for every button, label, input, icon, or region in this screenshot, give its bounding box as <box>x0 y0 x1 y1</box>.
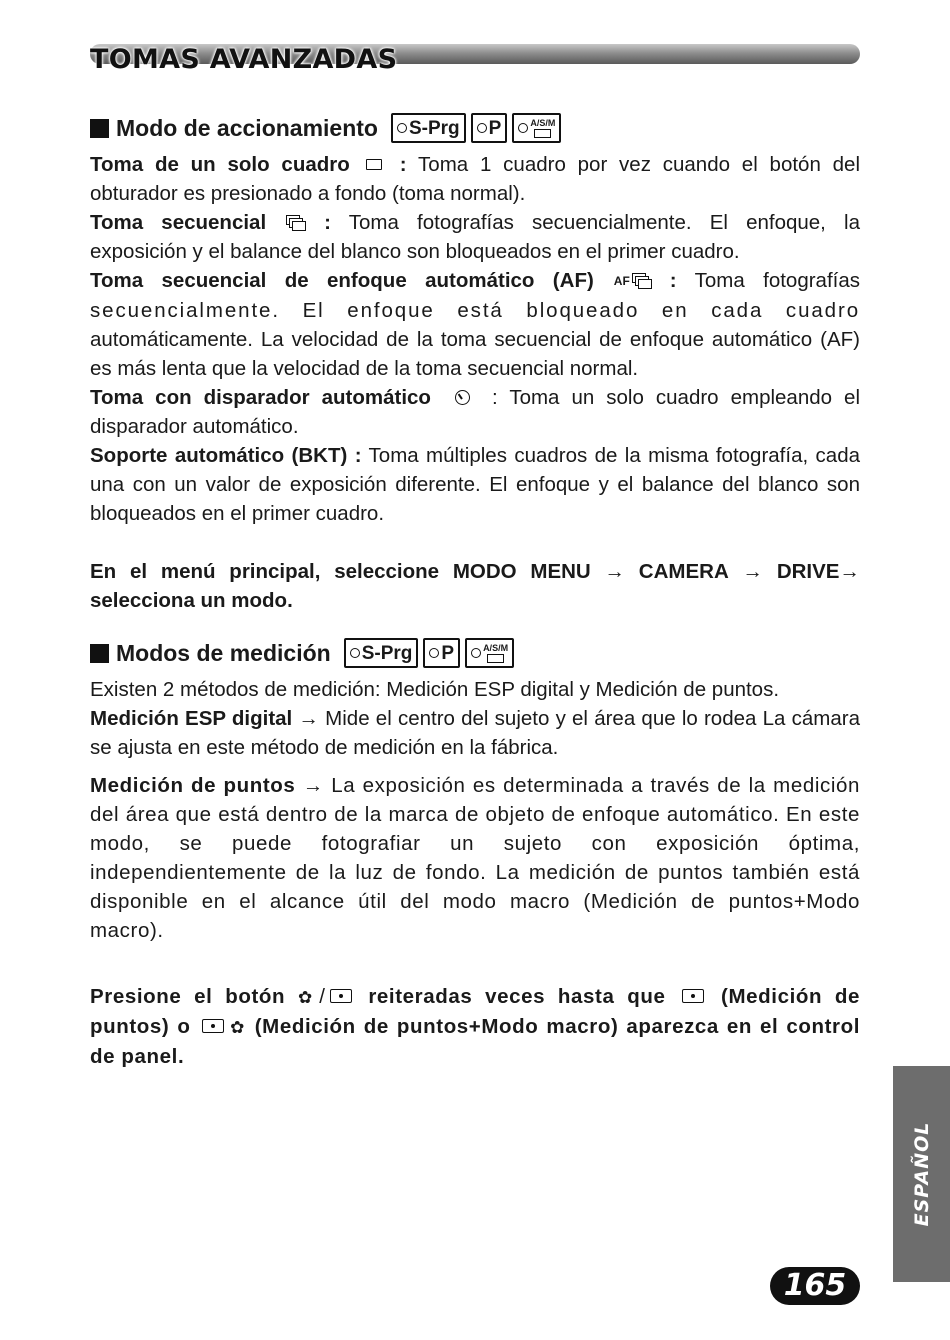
metering-instruction: Presione el botón ✿/ reiteradas veces hasta que (Medición de puntos) o ✿ (Medición de puntos+Modo macro) aparezca en el control de panel. <box>90 985 861 1069</box>
drive-items <box>90 150 860 528</box>
drive-item-self-timer: Toma con disparador automático : Toma un solo cuadro empleando el disparador automático. <box>90 386 861 439</box>
ring-icon <box>429 648 439 658</box>
page-number: 165 <box>770 1267 860 1305</box>
macro-tulip-icon: ✿ <box>228 1018 247 1038</box>
section-heading-drive: Modo de accionamiento S-Prg P A/S/M <box>90 110 860 146</box>
arrow-icon: → <box>742 560 764 584</box>
sequential-icon <box>286 215 306 231</box>
spot-metering-icon <box>682 989 704 1003</box>
square-bullet-icon <box>90 644 109 663</box>
mode-badges <box>391 113 566 143</box>
metering-spot: Medición de puntos → La exposición es determinada a través de la medición del área que está dentro de la marca de objeto de enfoque automático. En este modo, se puede fotografiar un sujeto con exposición óptima, independientemente de la luz de fondo. La medición de puntos también está disponible en el alcance útil del modo macro (Medición de puntos+Modo macro). <box>90 774 860 943</box>
mode-badge-sprg: S-Prg <box>344 638 419 668</box>
ring-icon <box>397 123 407 133</box>
af-sequential-icon: AF <box>613 274 630 289</box>
mode-badge-sprg: S-Prg <box>391 113 466 143</box>
mini-screen-icon <box>534 129 551 138</box>
language-tab: ESPAÑOL <box>893 1066 950 1282</box>
mode-badge-p: P <box>423 638 460 668</box>
ring-icon <box>350 648 360 658</box>
ring-icon <box>471 648 481 658</box>
drive-item-af-sequential: Toma secuencial de enfoque automático (AF) AF : Toma fotografías secuencialmente. El enfoque está bloqueado en cada cuadro automáticamente. La velocidad de la toma secuencial de enfoque automático (AF) es más lenta que la velocidad de la toma secuencial normal. <box>90 269 860 381</box>
ring-icon <box>518 123 528 133</box>
arrow-icon: → <box>604 560 626 584</box>
page-title: TOMAS AVANZADAS <box>90 44 398 75</box>
page-content <box>90 110 860 1071</box>
arrow-icon: → <box>302 774 324 798</box>
ring-icon <box>477 123 487 133</box>
drive-item-sequential: Toma secuencial : Toma fotografías secuencialmente. El enfoque, la exposición y el balance del blanco son bloqueados en el primer cuadro. <box>90 211 860 263</box>
drive-item-single: Toma de un solo cuadro : Toma 1 cuadro por vez cuando el botón del obturador es presionado a fondo (toma normal). <box>90 153 860 205</box>
single-frame-icon <box>366 159 382 170</box>
drive-item-bracketing: Soporte automático (BKT) : Toma múltiples cuadros de la misma fotografía, cada una con un valor de exposición diferente. El enfoque y el balance del blanco son bloqueados en el primer cuadro. <box>90 444 860 526</box>
mode-badges <box>344 638 519 668</box>
metering-body <box>90 675 860 945</box>
arrow-icon: → <box>839 560 860 584</box>
section-heading-metering: Modos de medición S-Prg P A/S/M <box>90 635 860 671</box>
arrow-icon: → <box>298 707 319 731</box>
sequential-icon <box>632 273 652 289</box>
mini-screen-icon <box>487 654 504 663</box>
metering-intro: Existen 2 métodos de medición: Medición ESP digital y Medición de puntos. <box>90 678 780 702</box>
mode-badge-asm: A/S/M <box>512 113 561 143</box>
spot-metering-icon <box>202 1019 224 1033</box>
drive-instruction: En el menú principal, seleccione MODO MENU → CAMERA → DRIVE→ selecciona un modo. <box>90 560 860 613</box>
square-bullet-icon <box>90 119 109 138</box>
spot-metering-icon <box>330 989 352 1003</box>
metering-esp: Medición ESP digital → Mide el centro del sujeto y el área que lo rodea La cámara se ajusta en este método de medición en la fábrica. <box>90 707 860 760</box>
mode-badge-asm: A/S/M <box>465 638 514 668</box>
self-timer-icon <box>455 390 470 405</box>
mode-badge-p: P <box>471 113 508 143</box>
macro-tulip-icon: ✿ <box>297 988 320 1008</box>
